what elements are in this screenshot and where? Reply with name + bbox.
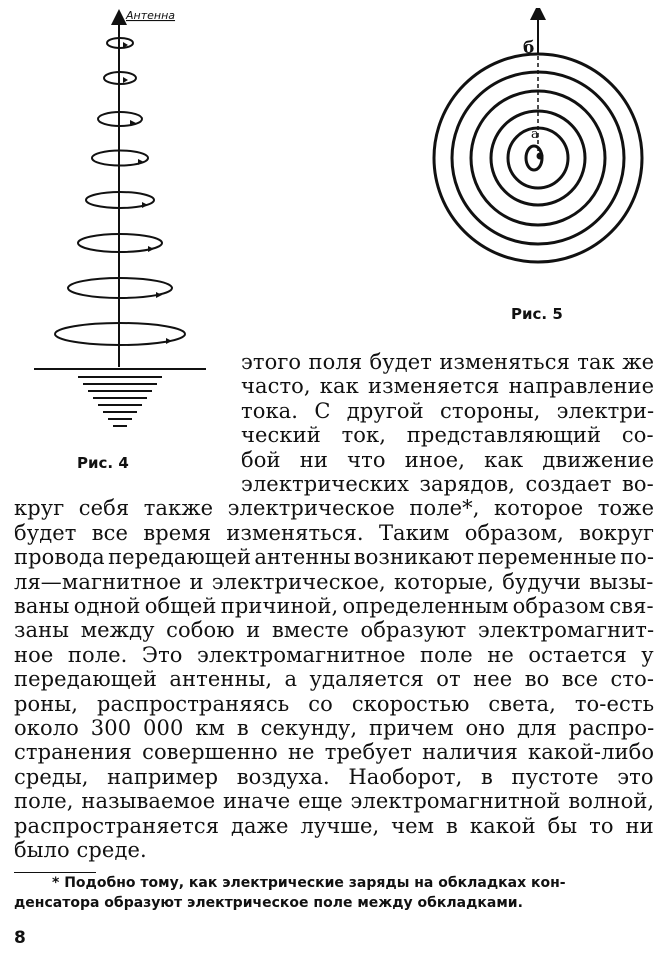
body-line: роны, распространяясь со скоростью света, то-есть: [14, 691, 655, 716]
body-line: около 300 000 км в секунду, причем оно для распро-: [14, 716, 655, 740]
body-line: ное поле. Это электромагнитное поле не остается у: [14, 642, 654, 667]
body-line: распространяется даже лучше, чем в какой бы то ни: [14, 813, 654, 838]
body-line: круг себя также электрическое поле*, которое тоже: [14, 496, 655, 521]
page-number: 8: [14, 928, 26, 948]
body-line: ля—магнитное и электрическое, которые, будучи вызы-: [14, 569, 654, 594]
body-line: поле, называемое иначе еще электромагнитной волной,: [14, 789, 655, 814]
figure-4-caption: Рис. 4: [77, 454, 129, 472]
body-line: ваны одной общей причиной, определенным образом свя-: [14, 594, 654, 618]
figure-5-concentric-field-diagram: [430, 8, 652, 273]
label-a: а: [531, 127, 539, 142]
figure-4-antenna-diagram: [20, 5, 220, 450]
body-line: передающей антенны, а удаляется от нее во все сто-: [14, 667, 655, 692]
footnote-line: денсатора образуют электрическое поле между обкладками.: [14, 895, 523, 911]
body-line: провода передающей антенны возникают переменные по-: [14, 545, 655, 570]
body-line: будет все время изменяться. Таким образом, вокруг: [14, 520, 655, 545]
conductor-dot: [537, 153, 544, 160]
body-line: этого поля будет изменяться так же: [241, 350, 655, 374]
body-line: среды, например воздуха. Наоборот, в пустоте это: [14, 764, 654, 789]
ground-symbol: [34, 369, 206, 426]
body-line: электрических зарядов, создает во-: [241, 472, 654, 496]
body-line: ческий ток, представляющий со-: [241, 423, 654, 448]
body-line: бой ни что иное, как движение: [241, 447, 655, 472]
body-line: странения совершенно не требует наличия какой-либо: [14, 740, 655, 765]
figure-5-caption: Рис. 5: [511, 305, 563, 323]
body-line: заны между собою и вместе образуют электромагнит-: [14, 618, 655, 643]
body-line: тока. С другой стороны, электри-: [241, 398, 655, 423]
label-b: б: [523, 38, 535, 58]
footnote-line: * Подобно тому, как электрические заряды на обкладках кон-: [52, 875, 566, 891]
body-line: было среде.: [14, 838, 147, 862]
antenna-label: Антенна: [126, 9, 176, 22]
body-line: часто, как изменяется направление: [241, 374, 655, 399]
